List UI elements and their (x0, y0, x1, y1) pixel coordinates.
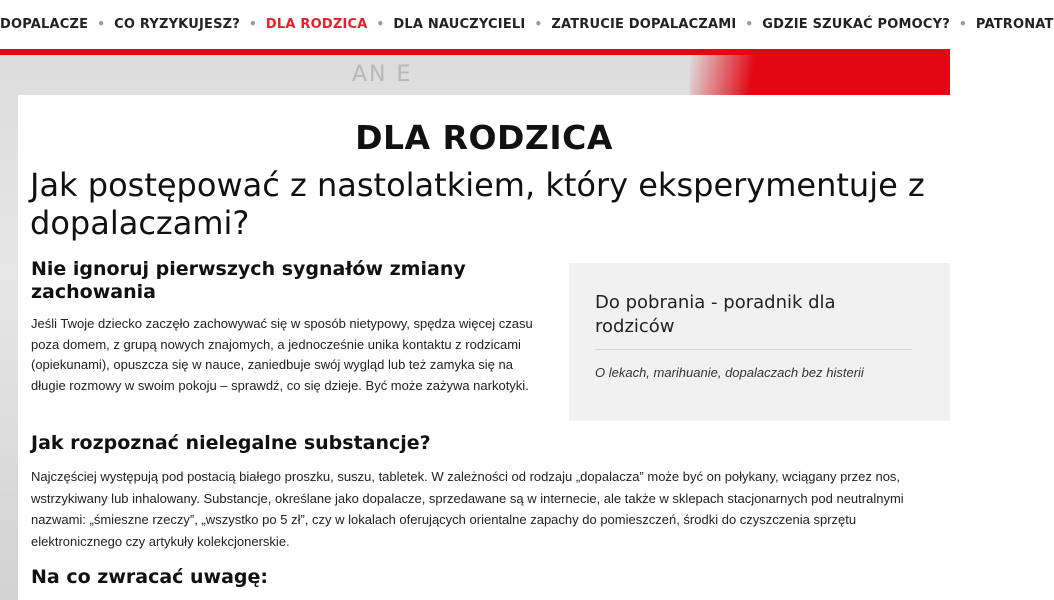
nav-separator: • (249, 17, 257, 31)
nav-separator: • (534, 17, 543, 31)
section-body-warning-signs: Jeśli Twoje dziecko zaczęło zachowywać się w sposób nietypowy, spędza więcej czasu poza domem, z grupą nowych znajomych, a jednocześnie unika kontaktu z rodzicami (opiekunami), opuszcza się w nauce, zaniedbuje swój wygląd lub też zamyka się na długie rozmowy w swoim pokoju – sprawdź, co się dzieje. Być może zażywa narkotyki. (31, 316, 533, 393)
page-title: DLA RODZICA (355, 118, 613, 157)
nav-menu (0, 17, 1054, 32)
nav-item-dla-rodzica[interactable]: DLA RODZICA (265, 17, 368, 32)
page-subtitle: Jak postępować z nastolatkiem, który eksperymentuje z dopalaczami? (30, 166, 925, 242)
hero-background-text: AN E (352, 62, 413, 87)
hero-red-brushstroke (690, 55, 950, 95)
sidebar-title: Do pobrania - poradnik dla rodziców (595, 292, 836, 337)
download-guide-link[interactable]: O lekach, marihuanie, dopalaczach bez histerii (595, 365, 864, 380)
download-sidebar (569, 263, 950, 421)
nav-item-dopalacze[interactable]: DOPALACZE (0, 17, 89, 32)
nav-item-dla-nauczycieli[interactable]: DLA NAUCZYCIELI (393, 17, 526, 32)
nav-item-zatrucie-dopalaczami[interactable]: ZATRUCIE DOPALACZAMI (551, 17, 737, 32)
section-body-recognize-substances: Najczęściej występują pod postacią białego proszku, suszu, tabletek. W zależności od rodzaju „dopalacza” może być on połykany, wciągany przez nos, wstrzykiwany lub inhalowany. Substancje, określane jako dopalacze, sprzedawane są w internecie, ale także w sklepach stacjonarnych pod neutralnymi nazwami: „śmieszne rzeczy”, „wszystko po 5 zł”, czy w lokalach oferujących orientalne zapachy do pomieszczeń, środki do czyszczenia sprzętu elektronicznego czy artykuły kolekcjonerskie. (31, 469, 904, 549)
section-heading-warning-signs: Nie ignoruj pierwszych sygnałów zmiany zachowania (31, 258, 466, 303)
nav-item-co-ryzykujesz[interactable]: CO RYZYKUJESZ? (114, 17, 241, 32)
nav-separator: • (959, 17, 967, 31)
nav-item-patronat[interactable]: PATRONAT (975, 17, 1054, 32)
nav-item-gdzie-szukac-pomocy[interactable]: GDZIE SZUKAĆ POMOCY? (762, 17, 951, 32)
nav-separator: • (745, 17, 754, 31)
top-navigation (0, 0, 1054, 54)
nav-separator: • (97, 17, 106, 31)
nav-separator: • (376, 17, 385, 31)
sidebar-divider (595, 349, 912, 350)
section-heading-recognize-substances: Jak rozpoznać nielegalne substancje? (31, 432, 431, 454)
section-heading-what-to-watch: Na co zwracać uwagę: (31, 566, 269, 588)
